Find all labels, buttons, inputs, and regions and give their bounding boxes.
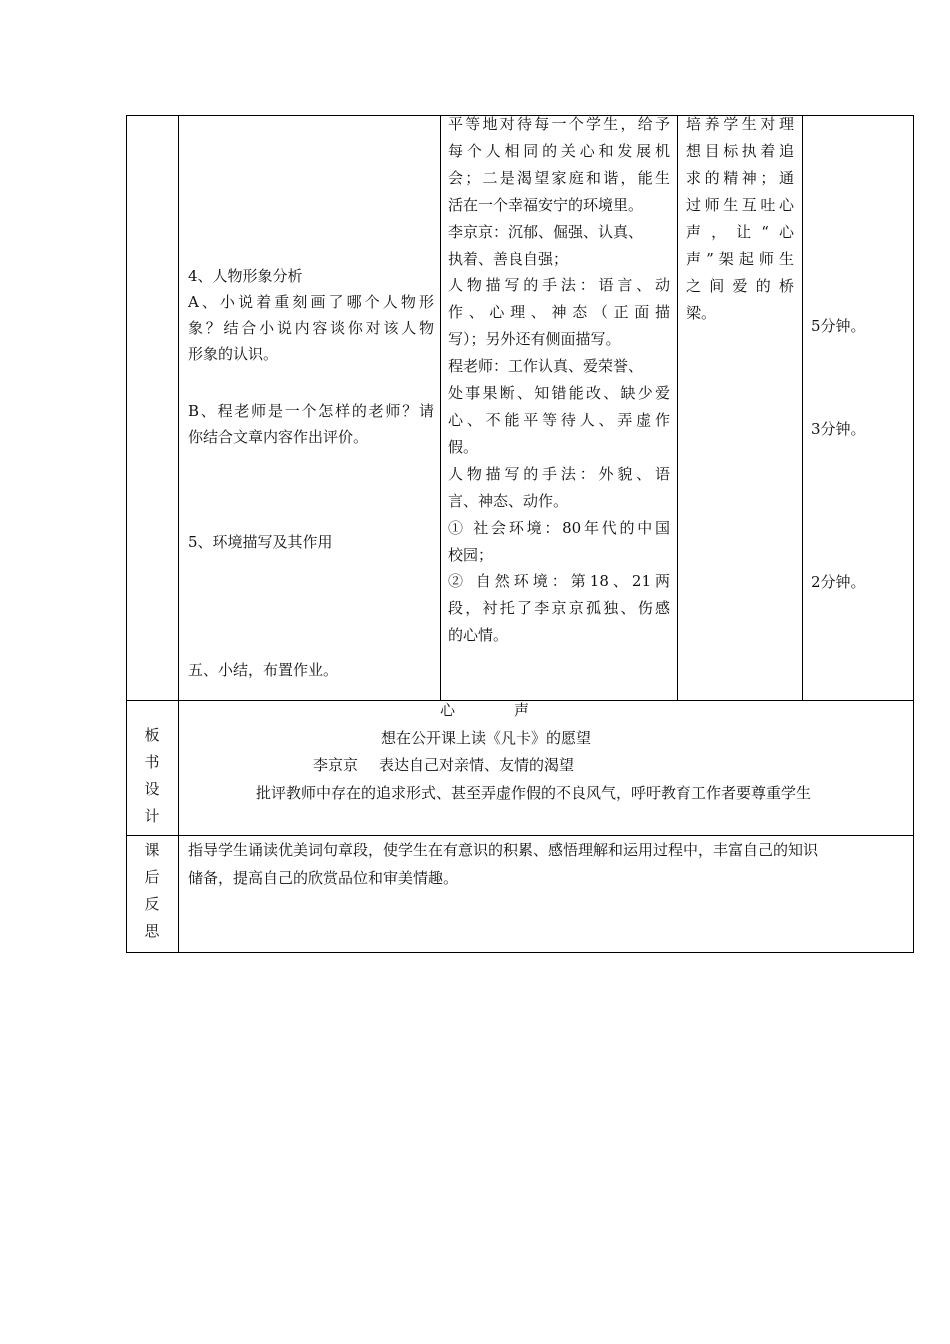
analysis-line: 段，衬托了李京京孤独、伤感	[448, 599, 670, 618]
analysis-line: 人物描写的手法：外貌、语	[448, 464, 670, 483]
table-border-col2	[440, 115, 441, 701]
step-6-text: 五、小结，布置作业。	[188, 661, 339, 679]
table-border-col4	[802, 115, 803, 701]
intent-line: 求的精神；通	[686, 169, 794, 187]
reflection-label-char: 后	[144, 868, 160, 886]
analysis-line: 校园；	[448, 545, 494, 564]
analysis-line: 会；二是渴望家庭和谐，能生	[448, 168, 670, 187]
analysis-line: 写）；另外还有侧面描写。	[448, 330, 621, 349]
board-label-char: 板	[144, 726, 160, 744]
analysis-line: 人物描写的手法：语言、动	[448, 276, 670, 295]
step-4a-line1: A、小说着重刻画了哪个人物形	[188, 293, 434, 311]
analysis-line: 作、心理、神态（正面描	[448, 303, 670, 322]
board-title-char-1: 心	[440, 701, 456, 719]
analysis-line: 活在一个幸福安宁的环境里。	[448, 195, 644, 214]
analysis-line: ① 社会环境：80年代的中国	[448, 518, 670, 537]
intent-cell	[686, 111, 794, 327]
analysis-line: 的心情。	[448, 626, 509, 645]
analysis-line: 每个人相同的关心和发展机	[448, 141, 670, 160]
board-line-1: 想在公开课上读《凡卡》的愿望	[381, 729, 592, 747]
table-border-bottom	[126, 952, 914, 953]
intent-line: 培养学生对理	[686, 115, 794, 133]
reflection-label	[126, 837, 178, 945]
analysis-line: ② 自然环境：第18、21两	[448, 572, 670, 591]
intent-line: 之间爱的桥	[686, 277, 794, 295]
teaching-steps-cell	[188, 263, 434, 367]
reflection-line: 指导学生诵读优美词句章段，使学生在有意识的积累、感悟理解和运用过程中，丰富自己的知识	[188, 841, 819, 859]
analysis-line: 程老师：工作认真、爱荣誉、	[448, 357, 644, 376]
intent-line: 想目标执着追	[686, 142, 794, 160]
board-title-char-2: 声	[514, 701, 530, 719]
step-6	[188, 657, 434, 683]
intent-line: 过师生互吐心	[686, 196, 794, 214]
step-4b	[188, 398, 434, 450]
analysis-cell	[448, 111, 670, 649]
time-5min: 5分钟。	[811, 317, 866, 335]
board-line-2-text: 表达自己对亲情、友情的渴望	[379, 756, 575, 774]
table-border-col3	[677, 115, 678, 701]
analysis-line: 处事果断、知错能改、缺少爱	[448, 384, 670, 403]
analysis-line: 心、不能平等待人、弄虚作	[448, 410, 670, 429]
analysis-line: 言、神态、动作。	[448, 491, 569, 510]
board-label-char: 设	[144, 780, 160, 798]
step-4b-line1: B、程老师是一个怎样的老师？请	[188, 402, 434, 420]
time-2min: 2分钟。	[811, 573, 866, 591]
board-label-char: 计	[144, 807, 160, 825]
board-design-label	[126, 722, 178, 830]
reflection-text	[188, 836, 904, 892]
step-5-text: 5、环境描写及其作用	[188, 533, 333, 551]
board-line-3: 批评教师中存在的追求形式、甚至弄虚作假的不良风气，呼吁教育工作者要尊重学生	[256, 784, 812, 802]
analysis-line: 平等地对待每一个学生，给予	[448, 115, 670, 133]
step-4b-line2: 你结合文章内容作出评价。	[188, 428, 369, 446]
reflection-label-char: 思	[144, 922, 160, 940]
time-3min: 3分钟。	[811, 420, 866, 438]
step-4-title: 4、人物形象分析	[188, 267, 303, 285]
step-5	[188, 529, 434, 555]
board-line-2-name: 李京京	[313, 756, 359, 774]
intent-line: 声，让“心	[686, 223, 794, 241]
analysis-line: 执着、善良自强；	[448, 249, 569, 268]
analysis-line: 李京京：沉郁、倔强、认真、	[448, 222, 644, 241]
reflection-label-char: 课	[144, 841, 160, 859]
analysis-line: 假。	[448, 437, 479, 456]
step-4a-line2: 象？结合小说内容谈你对该人物	[188, 319, 434, 337]
reflection-label-char: 反	[144, 895, 160, 913]
intent-line: 声”架起师生	[686, 250, 794, 268]
table-border-col1	[178, 115, 179, 953]
lesson-plan-table	[126, 115, 914, 953]
step-4a-line3: 形象的认识。	[188, 345, 279, 363]
reflection-line: 储备，提高自己的欣赏品位和审美情趣。	[188, 869, 459, 887]
board-label-char: 书	[144, 753, 160, 771]
table-border-right	[913, 115, 914, 953]
intent-line: 梁。	[686, 304, 717, 322]
